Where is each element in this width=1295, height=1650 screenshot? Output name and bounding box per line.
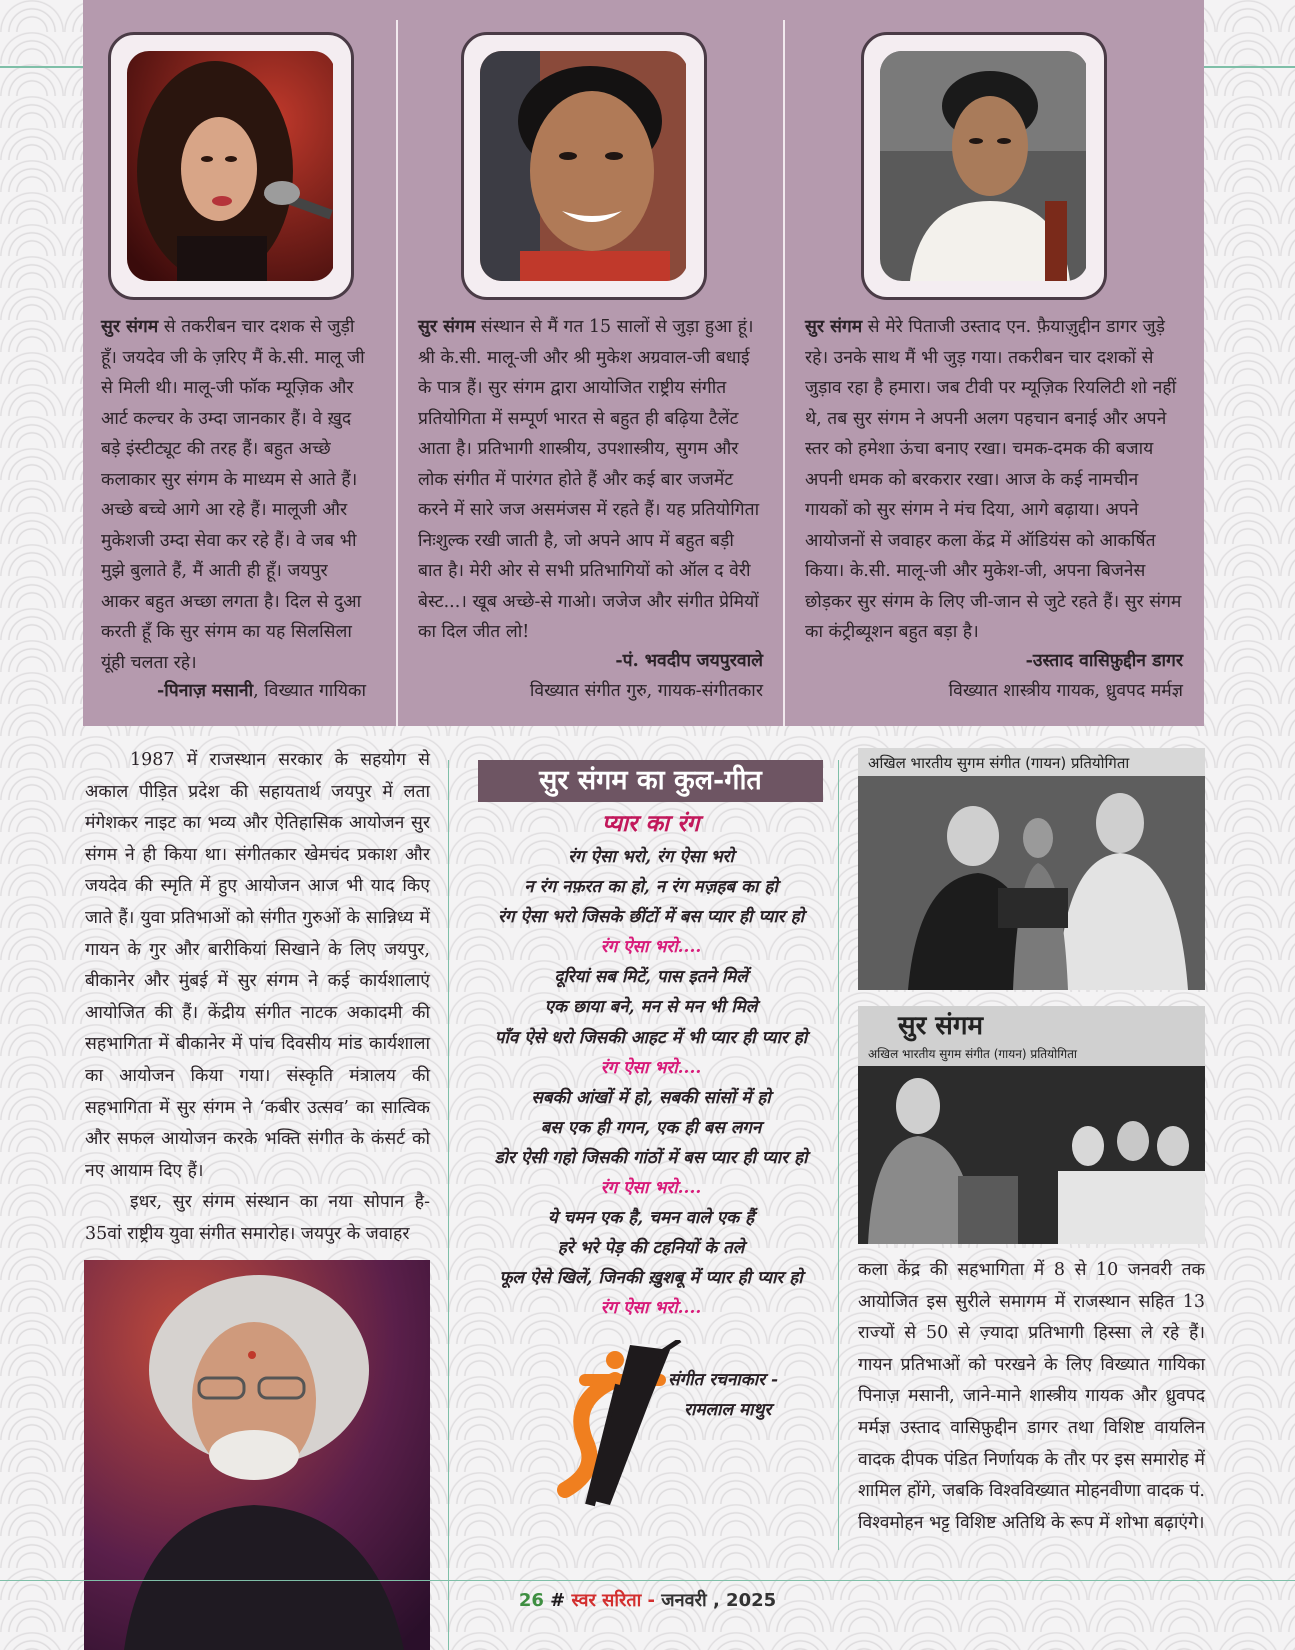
portrait-photo-pinaz xyxy=(127,51,335,281)
issue-date: जनवरी , 2025 xyxy=(661,1590,777,1611)
testimonial-lead: सुर संगम xyxy=(805,317,863,337)
song-refrain: रंग ऐसा भरो.... xyxy=(600,1057,702,1078)
bottom-rule xyxy=(0,1580,1295,1581)
column-rule xyxy=(448,760,449,1650)
footer-dash: - xyxy=(641,1590,662,1611)
song-line: डोर ऐसी गहो जिसकी गांठों में बस प्यार ही प्यार हो xyxy=(494,1147,808,1168)
signature-name: -पिनाज़ मसानी xyxy=(156,681,254,701)
column-divider xyxy=(783,20,785,726)
composer-credit xyxy=(668,1365,818,1425)
article-body-right: कला केंद्र की सहभागिता में 8 से 10 जनवरी तक आयोजित इस सुरीले समागम में राजस्थान सहित 13 राज्यों से 50 से ज़्यादा प्रतिभागी हिस्सा ले रहे हैं। गायन प्रतिभाओं को परखने के लिए विख्यात गायिका पिनाज़ मसानी, जाने-माने शास्त्रीय गायक और ध्रुवपद मर्मज्ञ उस्ताद वासिफ़ुद्दीन डागर तथा विशिष्ट वायलिन वादक दीपक पंडित निर्णायक के तौर पर इस समारोह में शामिल होंगे, जबकि विश्वविख्यात मोहनवीणा वादक पं. विश्वमोहन भट्ट विशिष्ट अतिथि के रूप में शोभा बढ़ाएंगे। xyxy=(858,1260,1205,1533)
song-line: पाँव ऐसे धरो जिसकी आहट में भी प्यार ही प्यार हो xyxy=(494,1027,808,1048)
signature-name: -उस्ताद वासिफ़ुद्दीन डागर xyxy=(1025,651,1183,671)
testimonial-pinaz xyxy=(101,312,366,678)
song-line: न रंग नफ़रत का हो, न रंग मज़हब का हो xyxy=(524,877,778,898)
song-refrain: रंग ऐसा भरो.... xyxy=(600,1298,702,1319)
portrait-photo-wasifuddin xyxy=(880,51,1088,281)
song-line: सबकी आंखों में हो, सबकी सांसों में हो xyxy=(531,1087,771,1108)
signature-wasifuddin xyxy=(805,648,1183,702)
song-line: ये चमन एक है, चमन वाले एक हैं xyxy=(547,1208,755,1229)
signature-role: विख्यात संगीत गुरु, गायक-संगीतकार xyxy=(529,681,763,701)
signature-role: , विख्यात गायिका xyxy=(253,681,366,701)
song-refrain: रंग ऐसा भरो.... xyxy=(600,1178,702,1199)
page-footer xyxy=(0,1588,1295,1612)
article-paragraph: इधर, सुर संगम संस्थान का नया सोपान है- 35वां राष्ट्रीय युवा संगीत समारोह। जयपुर के जवाहर xyxy=(85,1192,430,1244)
testimonial-text: से तकरीबन चार दशक से जुड़ी हूँ। जयदेव जी के ज़रिए मैं के.सी. मालू जी से मिली थी। मालू-जी फॉक म्यूज़िक और आर्ट कल्चर के उम्दा जानकार हैं। वे ख़ुद बड़े इंस्टीट्यूट की तरह हैं। बहुत अच्छे कलाकार सुर संगम के माध्यम से आते हैं। अच्छे बच्चे आगे आ रहे हैं। मालूजी और मुकेशजी उम्दा सेवा कर रहे हैं। वे जब भी मुझे बुलाते हैं, मैं आती ही हूँ। जयपुर आकर बहुत अच्छा लगता है। दिल से दुआ करती हूँ कि सुर संगम का यह सिलसिला यूंही चलता रहे। xyxy=(101,317,365,673)
column-rule xyxy=(838,760,839,1550)
signature-role: विख्यात शास्त्रीय गायक, ध्रुवपद मर्मज्ञ xyxy=(948,681,1183,701)
photo-banner-text: सुर संगम xyxy=(898,1011,984,1041)
song-line: हरे भरे पेड़ की टहनियों के तले xyxy=(557,1238,745,1259)
testimonial-lead: सुर संगम xyxy=(418,317,476,337)
signature-bhavdeep xyxy=(418,648,763,702)
portrait-frame-wasifuddin xyxy=(861,32,1107,300)
song-line: फूल ऐसे खिलें, जिनकी ख़ुशबू में प्यार ही प्यार हो xyxy=(499,1268,803,1289)
article-paragraph: 1987 में राजस्थान सरकार के सहयोग से अकाल पीड़ित प्रदेश की सहायतार्थ जयपुर में लता मंगेशकर नाइट का भव्य और ऐतिहासिक आयोजन सुर संगम ने ही किया था। संगीतकार खेमचंद प्रकाश और जयदेव की स्मृति में हुए आयोजन आज भी याद किए जाते हैं। युवा प्रतिभाओं को संगीत गुरुओं के सान्निध्य में गायन के गुर और बारीकियां सिखाने के लिए जयपुर, बीकानेर और मुंबई में सुर संगम ने कई कार्यशालाएं आयोजित की हैं। केंद्रीय संगीत नाटक अकादमी की सहभागिता में बीकानेर में पांच दिवसीय मांड कार्यशाला का आयोजन किया गया। संस्कृति मंत्रालय की सहभागिता में सुर संगम ने ‘कबीर उत्सव’ का सात्विक और सफल आयोजन करके भक्ति संगीत के कंसर्ट को नए आयाम दिए हैं। xyxy=(85,750,430,1181)
song-line: दूरियां सब मिटें, पास इतने मिलें xyxy=(554,967,748,988)
portrait-frame-pinaz xyxy=(108,32,354,300)
column-divider xyxy=(396,20,398,726)
testimonial-bhavdeep xyxy=(418,312,763,648)
composer-role: संगीत रचनाकार - xyxy=(668,1370,779,1390)
testimonial-wasifuddin xyxy=(805,312,1183,648)
footer-separator: # xyxy=(543,1590,572,1611)
portrait-photo-bhavdeep xyxy=(480,51,688,281)
signature-pinaz xyxy=(101,678,366,702)
photo-banner-text: अखिल भारतीय सुगम संगीत (गायन) प्रतियोगिता xyxy=(868,754,1130,772)
page-number: 26 xyxy=(518,1590,544,1611)
magazine-name: स्वर सरिता xyxy=(571,1590,642,1611)
song-line: रंग ऐसा भरो जिसके छींटों में बस प्यार ही प्यार हो xyxy=(497,907,805,928)
photo-archive-stage xyxy=(858,1006,1205,1244)
testimonial-text: संस्थान से मैं गत 15 सालों से जुड़ा हुआ हूं। श्री के.सी. मालू-जी और श्री मुकेश अग्रवाल-जी बधाई के पात्र हैं। सुर संगम द्वारा आयोजित राष्ट्रीय संगीत प्रतियोगिता में सम्पूर्ण भारत से बहुत ही बढ़िया टैलेंट आता है। प्रतिभागी शास्त्रीय, उपशास्त्रीय, सुगम और लोक संगीत में पारंगत होते हैं और कई बार जजमेंट करने में सारे जज असमंजस में रहते हैं। यह प्रतियोगिता निःशुल्क रखी जाती है, जो अपने आप में बहुत बड़ी बात है। मेरी ओर से सभी प्रतिभागियों को ऑल द वेरी बेस्ट...। खूब अच्छे-से गाओ। जजेज और संगीत प्रेमियों का दिल जीत लो! xyxy=(418,317,760,642)
portrait-frame-bhavdeep xyxy=(461,32,707,300)
testimonial-text: से मेरे पिताजी उस्ताद एन. फ़ैयाज़ुद्दीन डागर जुड़े रहे। उनके साथ मैं भी जुड़ गया। तकरीबन चार दशकों से जुड़ाव रहा है हमारा। जब टीवी पर म्यूज़िक रियलिटी शो नहीं थे, तब सुर संगम ने अपनी अलग पहचान बनाई और अपने स्तर को हमेशा ऊंचा बनाए रखा। चमक-दमक की बजाय अपनी धमक को बरकरार रखा। आज के कई नामचीन गायकों को सुर संगम ने मंच दिया, आगे बढ़ाया। अपने आयोजनों से जवाहर कला केंद्र में ऑडियंस को आकर्षित किया। के.सी. मालू-जी और मुकेश-जी, अपना बिजनेस छोड़कर सुर संगम के लिए जी-जान से जुटे रहते हैं। सुर संगम का कंट्रीब्यूशन बहुत बड़ा है। xyxy=(805,317,1182,642)
testimonial-panel xyxy=(83,0,1204,726)
song-line: रंग ऐसा भरो, रंग ऐसा भरो xyxy=(568,847,734,867)
song-line: एक छाया बने, मन से मन भी मिले xyxy=(544,997,758,1018)
testimonial-lead: सुर संगम xyxy=(101,317,159,337)
song-lyrics xyxy=(468,842,834,1324)
signature-name: -पं. भवदीप जयपुरवाले xyxy=(615,651,763,671)
photo-archive-award xyxy=(858,748,1205,990)
composer-name: रामलाल माथुर xyxy=(684,1400,772,1420)
song-subtitle: प्यार का रंग xyxy=(601,810,700,837)
song-refrain: रंग ऐसा भरो.... xyxy=(600,937,702,958)
song-line: बस एक ही गगन, एक ही बस लगन xyxy=(540,1117,762,1138)
song-title: सुर संगम का कुल-गीत xyxy=(478,760,823,802)
article-body-left xyxy=(85,745,430,1251)
photo-banner-text: अखिल भारतीय सुगम संगीत (गायन) प्रतियोगिता xyxy=(868,1047,1078,1061)
